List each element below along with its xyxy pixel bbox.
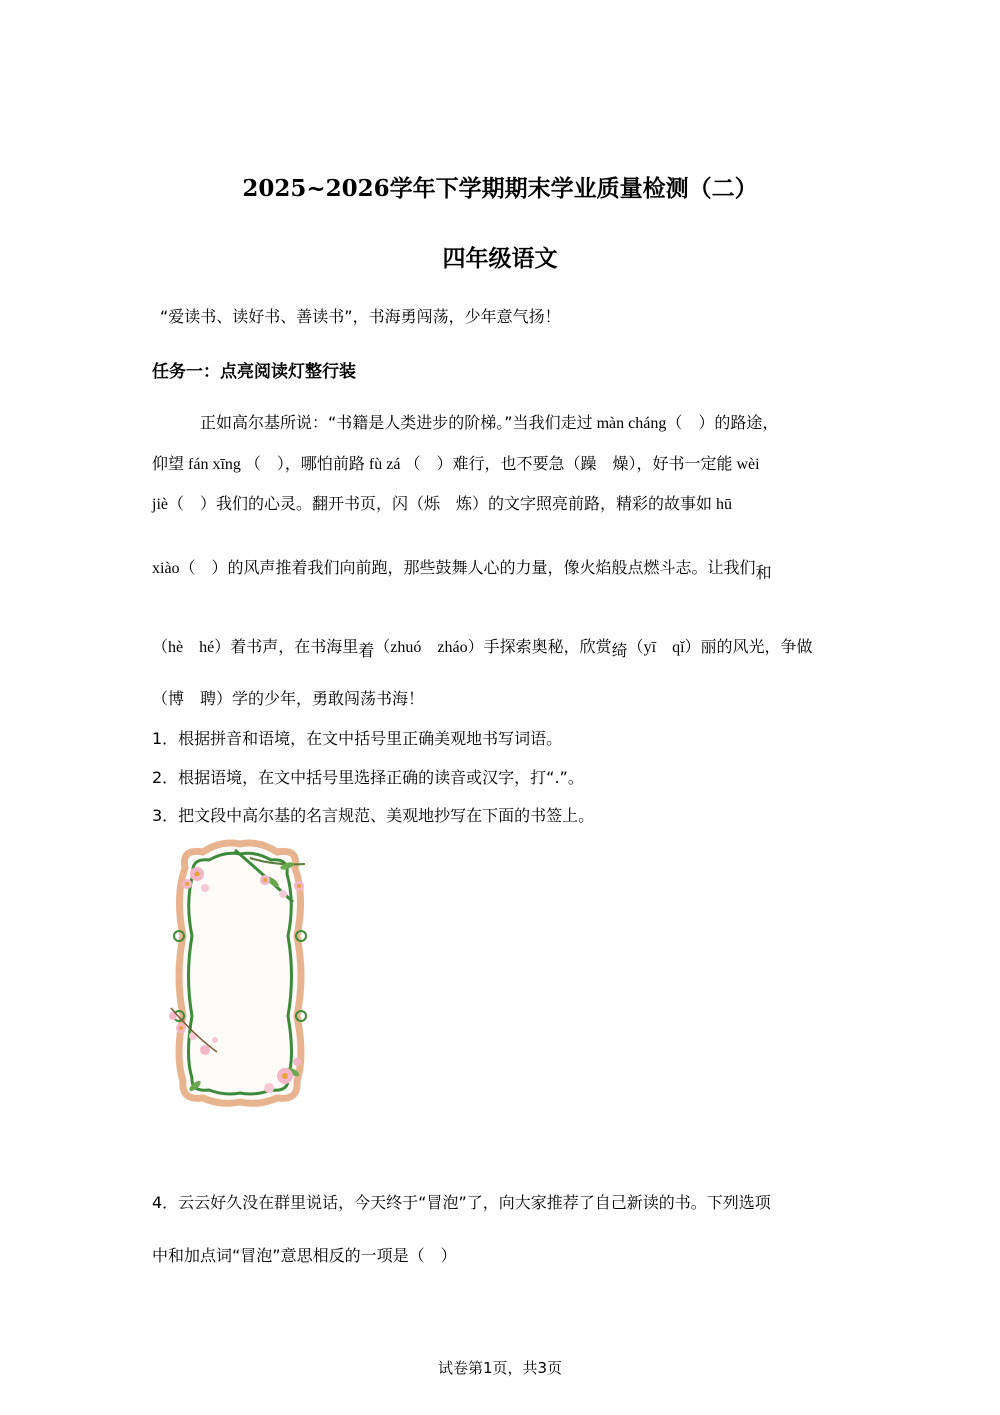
pinyin-prompt: jiè (152, 496, 168, 513)
answer-bracket: （ ）的路途， (666, 413, 779, 432)
answer-bracket: （ ），哪怕前路 (244, 454, 365, 473)
passage-text: （ ）我们的心灵。翻开书页，闪（烁 炼）的文字照亮前路，精彩的故事如 (168, 494, 713, 513)
pinyin-prompt: xiào (152, 560, 180, 577)
pinyin-choice: zhuó zháo (390, 639, 468, 656)
bracket-open: （ (627, 637, 644, 656)
dotted-char: 绮 (611, 641, 628, 660)
question-4-line-1: 4．云云好久没在群里说话，今天终于“冒泡”了，向大家推荐了自己新读的书。下列选项 (152, 1193, 771, 1212)
bracket-open: （ (374, 637, 391, 656)
passage-text: ）丽的风光，争做 (684, 637, 813, 656)
pinyin-choice: yī qǐ (643, 639, 685, 656)
pinyin-prompt: hū (716, 496, 733, 513)
passage-line-3 (152, 491, 732, 514)
intro-text: “爱读书、读好书、善读书”，书海勇闯荡，少年意气扬！ (160, 307, 561, 326)
bookmark-frame-image (165, 836, 315, 1108)
passage-line-5 (152, 634, 813, 660)
pinyin-prompt: fù zá (368, 456, 401, 473)
pinyin-prompt: màn cháng (596, 415, 667, 432)
page-footer: 试卷第1页，共3页 (437, 1359, 563, 1377)
passage-line-1 (200, 410, 778, 433)
question-1: 1．根据拼音和语境，在文中括号里正确美观地书写词语。 (152, 729, 563, 748)
passage-text: ）手探索奥秘，欣赏 (467, 637, 612, 656)
dotted-char: 着 (358, 641, 375, 660)
pinyin-prompt: wèi (736, 456, 760, 473)
bracket-open: （ (152, 637, 169, 656)
question-2: 2．根据语境，在文中括号里选择正确的读音或汉字，打“.”。 (152, 768, 584, 787)
question-4-line-2: 中和加点词“冒泡”意思相反的一项是（ ） (152, 1246, 457, 1265)
passage-text: 正如高尔基所说：“书籍是人类进步的阶梯。”当我们走过 (200, 413, 593, 432)
task1-heading: 任务一：点亮阅读灯整行装 (152, 362, 356, 382)
bookmark-outer-frame (179, 843, 301, 1103)
passage-line-4 (152, 555, 772, 582)
page-subtitle: 四年级语文 (442, 245, 558, 272)
passage-text: ）着书声，在书海里 (214, 637, 359, 656)
pinyin-prompt: fán xīng (188, 456, 241, 473)
passage-text: 仰望 (152, 454, 185, 473)
dotted-char: 和 (755, 563, 772, 582)
passage-line-6: （博 聘）学的少年，勇敢闯荡书海！ (152, 689, 425, 708)
passage-text: （ ）的风声推着我们向前跑，那些鼓舞人心的力量，像火焰般点燃斗志。让我们 (179, 558, 756, 577)
question-3: 3．把文段中高尔基的名言规范、美观地抄写在下面的书签上。 (152, 806, 595, 825)
pinyin-choice: hè hé (168, 639, 215, 656)
passage-line-2 (152, 451, 760, 474)
answer-bracket: （ ）难行，也不要急（躁 燥），好书一定能 (404, 454, 733, 473)
page-title: 2025~2026学年下学期期末学业质量检测（二） (242, 175, 758, 202)
